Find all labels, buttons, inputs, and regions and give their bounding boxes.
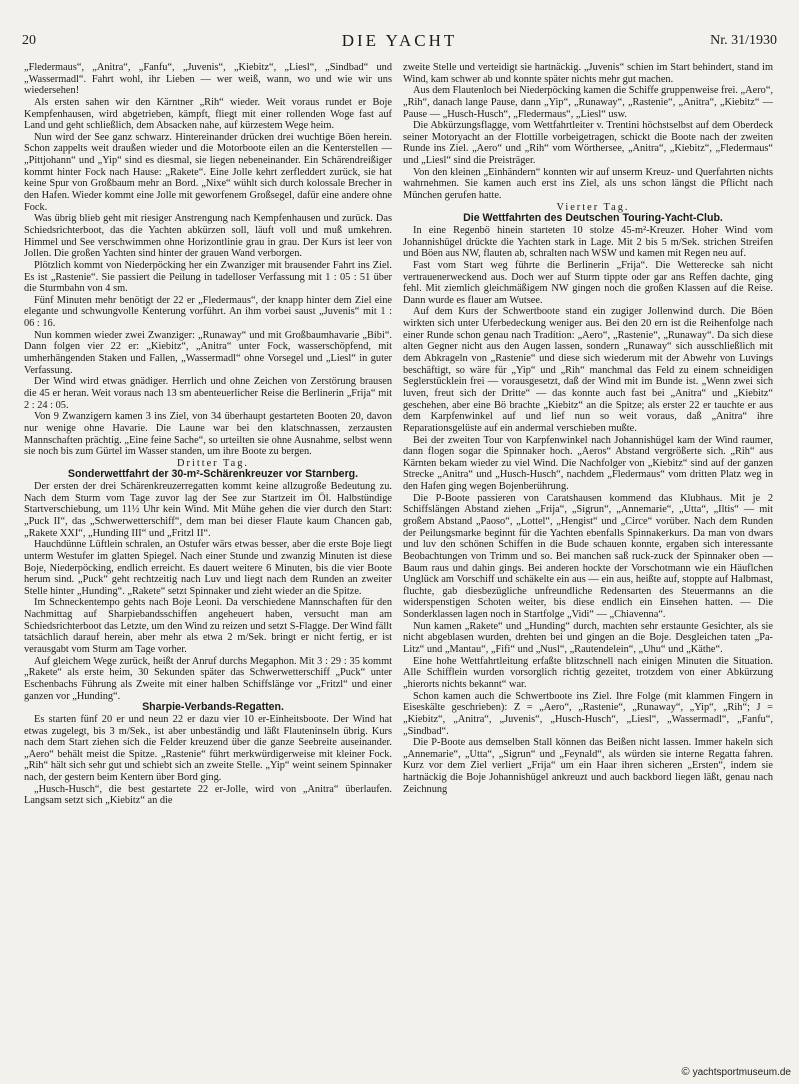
paragraph: Auf dem Kurs der Schwertboote stand ein zugiger Jollenwind durch. Die Böen wirkten sich unter Uferbedeckung weniger aus. Bei den 20 ern ist die Reihenfolge nach einer Runde schon genau nach Tradition: „Aero“, „Rastenie“, „Runaway“. Da sich diese alten Gegner nicht aus den Augen lassen, sondern „Runaway“ sich ausschließlich mit dem Abkrageln von „Rastenie“ und diese sich wiederum mit der Abwehr von Luvings beschäftigt, so wäre für „Yip“ und „Rih“ manchmal das Feld zu einem schneidigen Seglerstücklein frei — vorausgesetzt, daß der Wind mit im Bunde ist. „Wenn zwei sich luven, freut sich der Dritte“ — das konnte auch fast bei „Anitra“ und „Kiebitz“ geschehen, aber eine Bö brachte „Kiebitz“ an die Spitze; als erster 22 er tauchte er aus dem Karpfenwinkel auf und lief nun so weit voraus, daß „Anitra“ ihre Reparationsgelüste auf ein andermal verschieben mußte.: [403, 306, 773, 434]
paragraph: Als ersten sahen wir den Kärntner „Rih“ wieder. Weit voraus rundet er Boje Kempfenhausen, wird abgetrieben, kämpft, fliegt mit einer rollenden Woge fast auf Land und geht schließlich, dem Absacken nahe, auf kürzestem Wege heim.: [24, 96, 392, 132]
paragraph: Schon kamen auch die Schwertboote ins Ziel. Ihre Folge (mit klammen Fingern in Eiseskälte geschrieben): Z = „Aero“, „Rastenie“, „Runaway“, „Yip“, „Rih“; J = „Kiebitz“, „Anitra“, „Juvenis“, „Husch-Husch“, „Liesl“, „Wassermadl“, „Fanfu“, „Sindbad“.: [403, 690, 773, 737]
page-number: 20: [22, 33, 36, 48]
paragraph: Fünf Minuten mehr benötigt der 22 er „Fledermaus“, der knapp hinter dem Ziel eine elegante und schwungvolle Kenterung vorführt. An ihm vorbei saust „Juvenis“ mit 1 : 06 : 16.: [24, 294, 392, 330]
day-heading: Dritter Tag.: [177, 457, 249, 469]
watermark-text: yachtsportmuseum.de: [692, 1066, 791, 1078]
paragraph: Plötzlich kommt von Niederpöcking her ein Zwanziger mit brausender Fahrt ins Ziel. Es ist „Rastenie“. Sie passiert die Peilung in tadelloser Verfassung mit 1 : 05 : 51 über die Sturmbahn von 4 sm.: [24, 259, 392, 295]
left-column: [24, 62, 392, 807]
paragraph: Aus dem Flautenloch bei Niederpöcking kamen die Schiffe gruppenweise frei. „Aero“, „Rih“, danach lange Pause, dann „Yip“, „Runaway“, „Rastenie“, „Anitra“, „Kiebitz“ — Pause — „Husch-Husch“, „Fledermaus“, „Liesl“ usw.: [403, 85, 773, 120]
paragraph: Auf gleichem Wege zurück, heißt der Anruf durchs Megaphon. Mit 3 : 29 : 35 kommt „Rakete“ als erste heim, 30 Sekunden später das Schwerwetterschiff „Puck“ unter Eschenbachs Führung als Zweite mit einer halben Schiffslänge vor „Fritzl“ und einer ganzen vor „Hunding“.: [24, 655, 392, 702]
paragraph: Nun kamen „Rakete“ und „Hunding“ durch, machten sehr erstaunte Gesichter, als sie nicht abgeblasen wurden, drehten bei und gingen an die Boje. Desgleichen taten „Pa-Litz“ und „Mantau“, „Fifi“ und „Nusl“, „Rautendelein“, „Uhu“ und „Käthe“.: [403, 620, 773, 656]
paragraph: „Fledermaus“, „Anitra“, „Fanfu“, „Juvenis“, „Kiebitz“, „Liesl“, „Sindbad“ und „Wassermadl“. Fahrt wohl, ihr Lieben — wer weiß, wann, wo und wie wir uns wiedersehen!: [24, 62, 392, 97]
section-heading: Sonderwettfahrt der 30-m²-Schärenkreuzer vor Starnberg.: [67, 468, 359, 481]
paragraph: Fast vom Start weg führte die Berlinerin „Frija“. Die Wetterecke sah nicht vertrauenerweckend aus. Doch wer auf Sturm tippte oder gar ans Reffen dachte, ging fehl. Mit ziemlich gleichmäßigem NW gingen noch die großen Klassen auf die Reise. Dann wurde es flauer am Wutsee.: [403, 259, 773, 306]
paragraph: Es starten fünf 20 er und neun 22 er dazu vier 10 er-Einheitsboote. Der Wind hat etwas zugelegt, bis 3 m/Sek., ist aber unbeständig und läßt Flauteninseln übrig. Kurs nach dem Start ziehen sich die Felder kreuzend über die ganze Seebreite auseinander. „Aero“ behält meist die Spitze. „Rastenie“ führt merkwürdigerweise mit kleiner Fock. „Rih“ hält sich sehr gut und schiebt sich an zweite Stelle. „Yip“ weint seinem Spinnaker nach, der gestern beim Kentern über Bord ging.: [24, 713, 392, 784]
section-heading: Sharpie-Verbands-Regatten.: [142, 701, 284, 714]
paragraph: Bei der zweiten Tour von Karpfenwinkel nach Johannishügel kam der Wind raumer, dann flogen sogar die Spinnaker hoch. „Aeros“ Abstand vergrößerte sich. „Rih“ aus Kärnten bekam wieder zu viel Wind. Die Nachfolger von „Kiebitz“ sind auf der ganzen Strecke „Anitra“ und „Husch-Husch“, nachdem „Fledermaus“ vom dritten Platz weg in den Hafen ging wegen Bojenberührung.: [403, 434, 773, 493]
journal-title: DIE YACHT: [341, 31, 458, 50]
paragraph: Was übrig blieb geht mit riesiger Anstrengung nach Kempfenhausen und zurück. Das Schiedsrichterboot, das die Yachten abkürzen soll, läuft voll und muß umkehren. Himmel und See verschwimmen ohne Horizontlinie grau in grau. Der Kurs ist leer von Jollen. Die großen Yachten sind hinter der grauen Wand verborgen.: [24, 213, 392, 260]
paragraph: Von den kleinen „Einhändern“ konnten wir auf unserm Kreuz- und Querfahrten nichts wahrnehmen. Sie kamen auch erst ins Ziel, als uns schon längst die Pflicht nach München gerufen hatte.: [403, 166, 773, 202]
paragraph: In eine Regenbö hinein starteten 10 stolze 45-m²-Kreuzer. Hoher Wind vom Johannishügel drückte die Yachten stark in Lage. Mit 2 bis 5 m/Sek. strichen Streifen und Böen aus NW, flauten ab, schralten nach WSW und kamen mit Regen neu auf.: [403, 224, 773, 260]
paragraph: Eine hohe Wettfahrtleitung erfaßte blitzschnell nach einigen Minuten die Situation. Alle Schifflein wurden vorsorglich richtig gezeitet, trotzdem von einer Abkürzung „hierorts nichts bekannt“ war.: [403, 655, 773, 690]
section-heading: Die Wettfahrten des Deutschen Touring-Yacht-Club.: [463, 212, 723, 225]
paragraph: Der Wind wird etwas gnädiger. Herrlich und ohne Zeichen von Zerstörung brausen die 45 er heran. Weit voraus nach 13 sm abenteuerlicher Reise die Berlinerin „Frija“ mit 2 : 24 : 05.: [24, 376, 392, 411]
paragraph: Die Abkürzungsflagge, vom Wettfahrtleiter v. Trentini höchstselbst auf dem Oberdeck seiner Motoryacht an der Flottille vorbeigetragen, schickt die Boote nach der zweiten Runde ins Ziel. „Aero“ und „Rih“ vom Wörthersee, „Anitra“, „Kiebitz“, „Fledermaus“ und „Liesl“ sind die Preisträger.: [403, 120, 773, 167]
paragraph: Nun wird der See ganz schwarz. Hintereinander drücken drei wuchtige Böen herein. Schon zappelts weit draußen wieder und die Motorboote eilen an die Kenterstellen — „Pittjohann“ und „Yip“ sind es diesmal, sie liegen nebeneinander. Ein Schärendreißiger kommt hinter Fock nach Hause: „Rakete“. Eine Jolle kehrt zerfleddert zurück, sie hat keine Spur von Großbaum mehr an Bord. „Nixe“ wühlt sich durch kolossale Brecher in den Hafen. Wieder kommt eine Jolle mit geworfenem Großsegel, dafür eine andere ohne Fock.: [24, 131, 392, 213]
paragraph: zweite Stelle und verteidigt sie hartnäckig. „Juvenis“ schien im Start behindert, stand im Wind, kam schwer ab und konnte später nichts mehr gut machen.: [403, 62, 773, 85]
paragraph: Die P-Boote aus demselben Stall können das Beißen nicht lassen. Immer hakeln sich „Annemarie“, „Utta“, „Sigrun“ und „Feynald“, als würden sie interne Regatta fahren. Kurz vor dem Ziel verliert „Frija“ um ein Haar ihren sicheren „Ersten“, indem sie hartnäckig die Boje Johannishügel ankreuzt und auch backbord liegen läßt, genau nach Zeichnung: [403, 737, 773, 795]
issue-number: Nr. 31/1930: [710, 33, 777, 48]
right-column: [403, 62, 773, 795]
paragraph: Hauchdünne Lüftlein schralen, an Ostufer wärs etwas besser, aber die erste Boje liegt unterm Westufer im glatten Spiegel. Nach einer Stunde und zwanzig Minuten ist diese Boje, Niederpöcking, endlich erreicht. Es dauert weitere 6 Minuten, bis die vier Boote herum sind. „Puck“ geht rechtzeitig nach Luv und liegt nach dem Runden an zweiter Stelle hinter „Hunding“. „Rakete“ setzt Spinnaker und zieht wieder an die Spitze.: [24, 539, 392, 597]
paragraph: „Husch-Husch“, die best gestartete 22 er-Jolle, wird von „Anitra“ überlaufen. Langsam setzt sich „Kiebitz“ an die: [24, 783, 392, 807]
watermark: [682, 1066, 792, 1078]
page-header: [22, 33, 777, 53]
paragraph: Im Schneckentempo gehts nach Boje Leoni. Da verschiedene Mannschaften für den Nachmittag auf Sharpiebandsschiffen angeheuert haben, versucht man am Schiedsrichterboot das Letzte, um den Wind zu reizen und setzt S-Flagge. Der Wind fällt tatsächlich darauf herein, aber mehr als etwa 2 m/Sek. bringt er nicht fertig, er ist verausgabt vom Sturm am Tage vorher.: [24, 597, 392, 656]
paragraph: Die P-Boote passieren von Caratshausen kommend das Klubhaus. Mit je 2 Schiffslängen Abstand ziehen „Frija“, „Sigrun“, „Annemarie“, „Utta“, „Iltis“ — mit großem Abstand „Paoso“, „Lottel“, „Hengist“ und „Circe“ vorüber. Nach dem Runden der Peilungsmarke beginnt für die Yachten ebenfalls Spinnakerkurs. Da man von dwars und luv den schönen Schiffen in die Bude schauen konnte, ergaben sich interessante Beobachtungen von Trimm und so. Bei manchen saß ruck-zuck der Spinnaker oben — Baum raus und dahin gings. Bei anderen hockte der Vorschotmann wie ein Häuflchen Unglück am Vorschiff und schäkelte ein aus — ein aus, heißte auf, stoppte auf Halbmast, fluchte, gab diesbezügliche unfreundliche Redensarten des Steuermanns an die widerspenstigen Schoten weiter, bis diese endlich ein Einsehen hatten. — Die Sonderklassen lagen noch in Startfolge „Vidi“ — „Chiavenna“.: [403, 492, 773, 621]
copyright-icon: ©: [681, 1066, 690, 1078]
paragraph: Von 9 Zwanzigern kamen 3 ins Ziel, von 34 überhaupt gestarteten Booten 20, davon nur wenige ohne Havarie. Die Laune war bei den klatschnassen, zerzausten Mannschaften prächtig. „Eine feine Sache“, so urteilten sie ohne Ausnahme, selbst wenn sie noch bis zum Gürtel im Wasser standen, um ihre Boote zu bergen.: [24, 411, 392, 458]
day-heading: Vierter Tag.: [556, 201, 630, 213]
paragraph: Der ersten der drei Schärenkreuzerregatten kommt keine allzugroße Bedeutung zu. Nach dem Sturm vom Tage zuvor lag der See zur Startzeit im Öl. Halbstündige Startverschiebung, um 11½ Uhr kein Wind. Mit Mühe gehen die vier durch den Start: „Puck II“, das „Schwerwetterschiff“, dem man bei dieser Flaute kaum Chancen gab, „Rakete XXI“, „Hunding III“ und „Fritzl II“.: [24, 481, 392, 539]
paragraph: Nun kommen wieder zwei Zwanziger: „Runaway“ und mit Großbaumhavarie „Bibi“. Dann folgen vier 22 er: „Kiebitz“, „Anitra“ unter Fock, wasserschöpfend, mit umherhängenden Staken und Fallen, „Wassermadl“ ohne Vorsegel und „Liesl“ in guter Verfassung.: [24, 329, 392, 376]
